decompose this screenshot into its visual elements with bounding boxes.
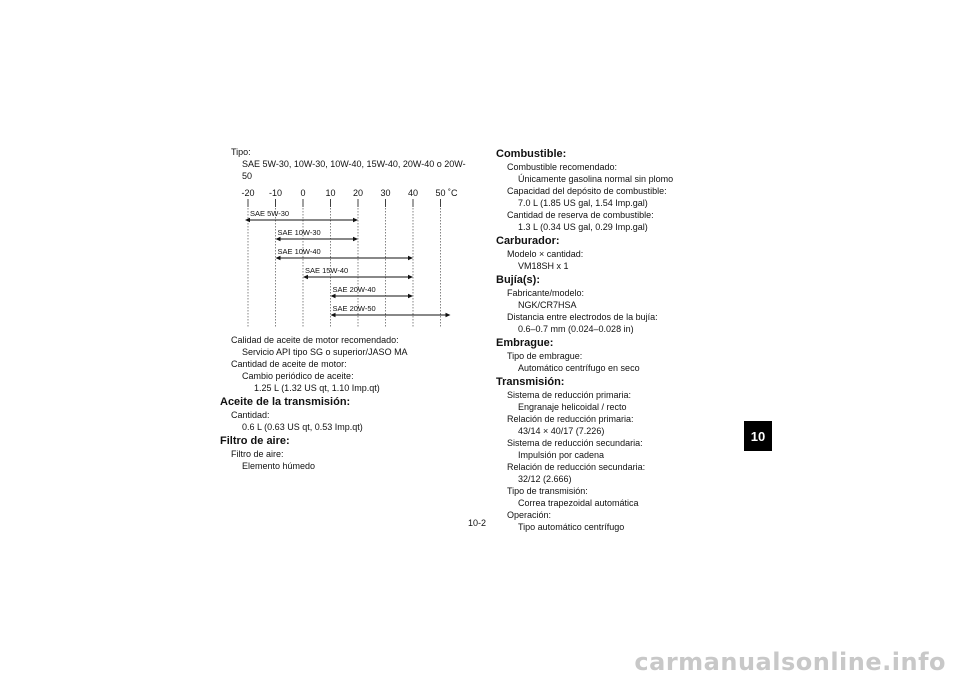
modelo-value: VM18SH x 1 — [518, 261, 569, 271]
range-arrow-right-icon — [408, 256, 413, 260]
left-column — [220, 146, 470, 472]
cantidad-label: Cantidad de aceite de motor: — [231, 359, 347, 369]
tipo-trans-label: Tipo de transmisión: — [507, 486, 588, 496]
transmission-heading: Transmisión: — [496, 376, 565, 388]
page-number: 10-2 — [468, 518, 487, 528]
tick-label: -10 — [268, 188, 283, 198]
tipo-embrague-value: Automático centrífugo en seco — [518, 363, 640, 373]
tipo-label: Tipo: — [231, 147, 251, 157]
tipo-embrague-label: Tipo de embrague: — [507, 351, 583, 361]
comb-rec-label: Combustible recomendado: — [507, 162, 618, 172]
range-arrow-left-icon — [276, 256, 281, 260]
rel-prim-label: Relación de reducción primaria: — [507, 414, 634, 424]
transmission-oil-heading: Aceite de la transmisión: — [220, 396, 351, 408]
distancia-value: 0.6–0.7 mm (0.024–0.028 in) — [518, 324, 634, 334]
rel-sec-label: Relación de reducción secundaria: — [507, 462, 646, 472]
oil-grade-label: SAE 5W-30 — [250, 209, 290, 218]
red-sec-value: Impulsión por cadena — [518, 450, 605, 460]
oil-grade-label: SAE 20W-40 — [332, 285, 376, 294]
capacidad-value: 7.0 L (1.85 US gal, 1.54 Imp.gal) — [518, 198, 648, 208]
rel-sec-value: 32/12 (2.666) — [518, 474, 572, 484]
calidad-label: Calidad de aceite de motor recomendado: — [231, 335, 399, 345]
tick-label: 0 — [300, 188, 306, 198]
operacion-value: Tipo automático centrífugo — [518, 522, 625, 532]
range-arrow-left-icon — [331, 294, 336, 298]
oil-grade-label: SAE 20W-50 — [332, 304, 376, 313]
cambio-label: Cambio periódico de aceite: — [242, 371, 354, 381]
air-filter-heading: Filtro de aire: — [220, 435, 290, 447]
comb-rec-value: Únicamente gasolina normal sin plomo — [518, 174, 674, 184]
fuel-heading: Combustible: — [496, 148, 567, 160]
oil-grade-label: SAE 15W-40 — [305, 266, 349, 275]
tipo-trans-value: Correa trapezoidal automática — [518, 498, 639, 508]
tick-label: 40 — [407, 188, 419, 198]
range-arrow-right-icon — [408, 294, 413, 298]
tick-label: 20 — [352, 188, 364, 198]
calidad-value: Servicio API tipo SG o superior/JASO MA — [242, 347, 408, 357]
tipo-value: SAE 5W-30, 10W-30, 10W-40, 15W-40, 20W-40 o 20W-50 — [242, 159, 466, 181]
operacion-label: Operación: — [507, 510, 552, 520]
trans-cantidad-label: Cantidad: — [231, 410, 270, 420]
trans-cantidad-value: 0.6 L (0.63 US qt, 0.53 Imp.qt) — [242, 422, 363, 432]
range-arrow-right-icon — [446, 313, 451, 317]
filtro-label: Filtro de aire: — [231, 449, 284, 459]
watermark: carmanualsonline.info — [634, 648, 946, 676]
modelo-label: Modelo × cantidad: — [507, 249, 584, 259]
oil-grade-label: SAE 10W-40 — [277, 247, 321, 256]
clutch-heading: Embrague: — [496, 337, 554, 349]
reserva-value: 1.3 L (0.34 US gal, 0.29 Imp.gal) — [518, 222, 648, 232]
tick-label: -20 — [241, 188, 255, 198]
rel-prim-value: 43/14 × 40/17 (7.226) — [518, 426, 605, 436]
range-arrow-right-icon — [353, 237, 358, 241]
filtro-value: Elemento húmedo — [242, 461, 316, 471]
range-arrow-left-icon — [331, 313, 336, 317]
red-prim-label: Sistema de reducción primaria: — [507, 390, 632, 400]
oil-viscosity-chart — [220, 186, 470, 328]
spark-plug-heading: Bujía(s): — [496, 274, 540, 286]
red-sec-label: Sistema de reducción secundaria: — [507, 438, 643, 448]
tick-label: 30 — [380, 188, 391, 198]
oil-grade-label: SAE 10W-30 — [277, 228, 321, 237]
tick-label: 10 — [325, 188, 336, 198]
range-arrow-left-icon — [245, 218, 250, 222]
carburetor-heading: Carburador: — [496, 235, 560, 247]
range-arrow-right-icon — [353, 218, 358, 222]
right-column — [496, 146, 726, 533]
range-arrow-right-icon — [408, 275, 413, 279]
cambio-value: 1.25 L (1.32 US qt, 1.10 Imp.qt) — [254, 383, 380, 393]
chapter-tab: 10 — [744, 421, 772, 451]
capacidad-label: Capacidad del depósito de combustible: — [507, 186, 667, 196]
range-arrow-left-icon — [276, 237, 281, 241]
reserva-label: Cantidad de reserva de combustible: — [507, 210, 654, 220]
fabricante-label: Fabricante/modelo: — [507, 288, 585, 298]
distancia-label: Distancia entre electrodos de la bujía: — [507, 312, 658, 322]
red-prim-value: Engranaje helicoidal / recto — [518, 402, 627, 412]
range-arrow-left-icon — [303, 275, 308, 279]
fabricante-value: NGK/CR7HSA — [518, 300, 577, 310]
tick-label: 50 ˚C — [435, 188, 458, 198]
